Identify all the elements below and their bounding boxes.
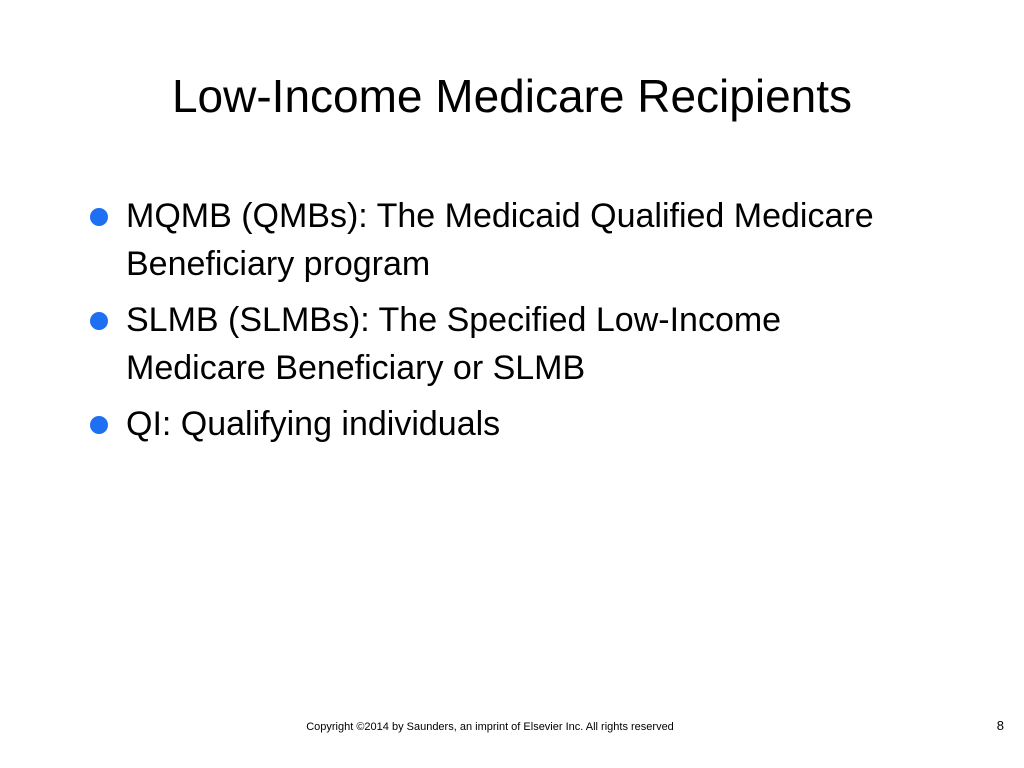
bullet-list	[88, 192, 928, 456]
bullet-text-mqmb: MQMB (QMBs): The Medicaid Qualified Medicare Beneficiary program	[126, 197, 874, 283]
bullet-item-qi	[88, 400, 928, 448]
slide-title: Low-Income Medicare Recipients	[171, 70, 853, 122]
bullet-text-slmb: SLMB (SLMBs): The Specified Low-Income Medicare Beneficiary or SLMB	[126, 301, 782, 387]
page-number: 8	[996, 718, 1004, 733]
copyright-footer: Copyright ©2014 by Saunders, an imprint of Elsevier Inc. All rights reserved	[306, 721, 674, 733]
bullet-item-slmb	[88, 296, 928, 392]
bullet-dot-icon	[90, 312, 108, 330]
bullet-dot-icon	[90, 416, 108, 434]
bullet-text-qi: QI: Qualifying individuals	[126, 405, 501, 443]
bullet-dot-icon	[90, 208, 108, 226]
bullet-item-mqmb	[88, 192, 928, 288]
